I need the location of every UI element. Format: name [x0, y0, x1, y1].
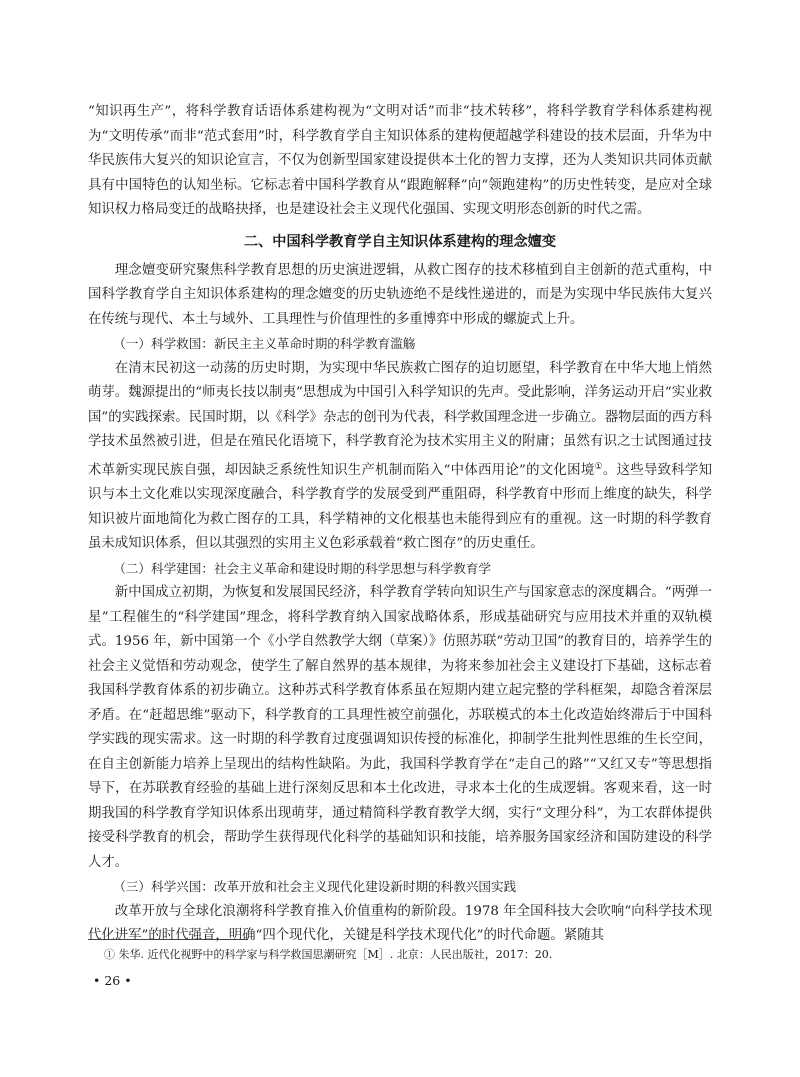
- body-paragraph: 新中国成立初期，为恢复和发展国民经济，科学教育学转向知识生产与国家意志的深度耦合。“两弹一星”工程催生的“科学建国”理念，将科学教育纳入国家战略体系，形成基础研究与应用技术并重的双轨模式。1956 年，新中国第一个《小学自然教学大纲（草案）》仿照苏联“劳动卫国”的教育目的，培养学生的社会主义觉悟和劳动观念，使学生了解自然界的基本规律，为将来参加社会主义建设打下基础，这标志着我国科学教育体系的初步确立。这种苏式科学教育体系虽在短期内建立起完整的学科框架，却隐含着深层矛盾。在“赶超思维”驱动下，科学教育的工具理性被空前强化，苏联模式的本土化改造始终滞后于中国科学实践的现实需求。这一时期的科学教育过度强调知识传授的标准化，抑制学生批判性思维的生长空间，在自主创新能力培养上呈现出的结构性缺陷。为此，我国科学教育学在“走自己的路”“又红又专”等思想指导下，在苏联教育经验的基础上进行深刻反思和本土化改进，寻求本土化的生成逻辑。客观来看，这一时期我国的科学教育学知识体系出现萌芽，通过精简科学教育教学大纲，实行“文理分科”，为工农群体提供接受科学教育的机会，帮助学生获得现代化科学的基础知识和技能，培养服务国家经济和国防建设的科学人才。: [88, 585, 712, 870]
- footnote-marker[interactable]: ①: [594, 461, 603, 472]
- page-number: • 26 •: [93, 973, 132, 988]
- body-paragraph: 理念嬗变研究聚焦科学教育思想的历史演进逻辑，从救亡图存的技术移植到自主创新的范式重构，中国科学教育学自主知识体系建构的理念嬗变的历史轨迹绝不是线性递进的，而是为实现中华民族伟大复兴在传统与现代、本土与域外、工具理性与价值理性的多重博弈中形成的螺旋式上升。: [88, 262, 712, 327]
- footnote: ① 朱华. 近代化视野中的科学家与科学救国思潮研究［M］. 北京：人民出版社，2017：20.: [104, 948, 553, 961]
- body-paragraph: 改革开放与全球化浪潮将科学教育推入价值重构的新阶段。1978 年全国科技大会吹响“向科学技术现代化进军”的时代强音，明确“四个现代化，关键是科学技术现代化”的时代命题。紧随其: [88, 903, 712, 943]
- section-heading: 二、中国科学教育学自主知识体系建构的理念嬗变: [243, 233, 557, 250]
- subsection-heading: （一）科学救国：新民主主义革命时期的科学教育滥觞: [113, 336, 416, 351]
- paragraph-text: 。这些导致科学知识与本土文化难以实现深度融合，科学教育学的发展受到严重阻碍，科学教育中形而上维度的缺失，科学知识被片面地简化为救亡图存的工具，科学精神的文化根基也未能得到应有的重视。这一时期的科学教育虽未成知识体系，但以其强烈的实用主义色彩承载着“救亡图存”的历史重任。: [88, 462, 712, 551]
- subsection-heading: （二）科学建国：社会主义革命和建设时期的科学思想与科学教育学: [113, 560, 491, 576]
- body-paragraph: [88, 357, 712, 557]
- page-body: [88, 100, 712, 949]
- paragraph-text: 在清末民初这一动荡的历史时期，为实现中华民族救亡图存的迫切愿望，科学教育在中华大地上悄然萌芽。魏源提出的“师夷长技以制夷”思想成为中国引入科学知识的先声。受此影响，洋务运动开启“实业救国”的实践探索。民国时期，以《科学》杂志的创刊为代表，科学救国理念进一步确立。器物层面的西方科学技术虽然被引进，但是在殖民化语境下，科学教育沦为技术实用主义的附庸；虽然有识之士试图通过技术革新实现民族自强，却因缺乏系统性知识生产机制而陷入“中体西用论”的文化困境: [88, 360, 712, 478]
- subsection-heading: （三）科学兴国：改革开放和社会主义现代化建设新时期的科教兴国实践: [113, 879, 517, 894]
- footnote-divider: [88, 939, 248, 940]
- body-paragraph: “知识再生产”，将科学教育话语体系建构视为“文明对话”而非“技术转移”，将科学教育学科体系建构视为“文明传承”而非“范式套用”时，科学教育学自主知识体系的建构便超越学科建设的技术层面，升华为中华民族伟大复兴的知识论宣言，不仅为创新型国家建设提供本土化的智力支撑，还为人类知识共同体贡献具有中国特色的认知坐标。它标志着中国科学教育从“跟跑解释”向“领跑建构”的历史性转变，是应对全球知识权力格局变迁的战略抉择，也是建设社会主义现代化强国、实现文明形态创新的时代之需。: [88, 104, 712, 217]
